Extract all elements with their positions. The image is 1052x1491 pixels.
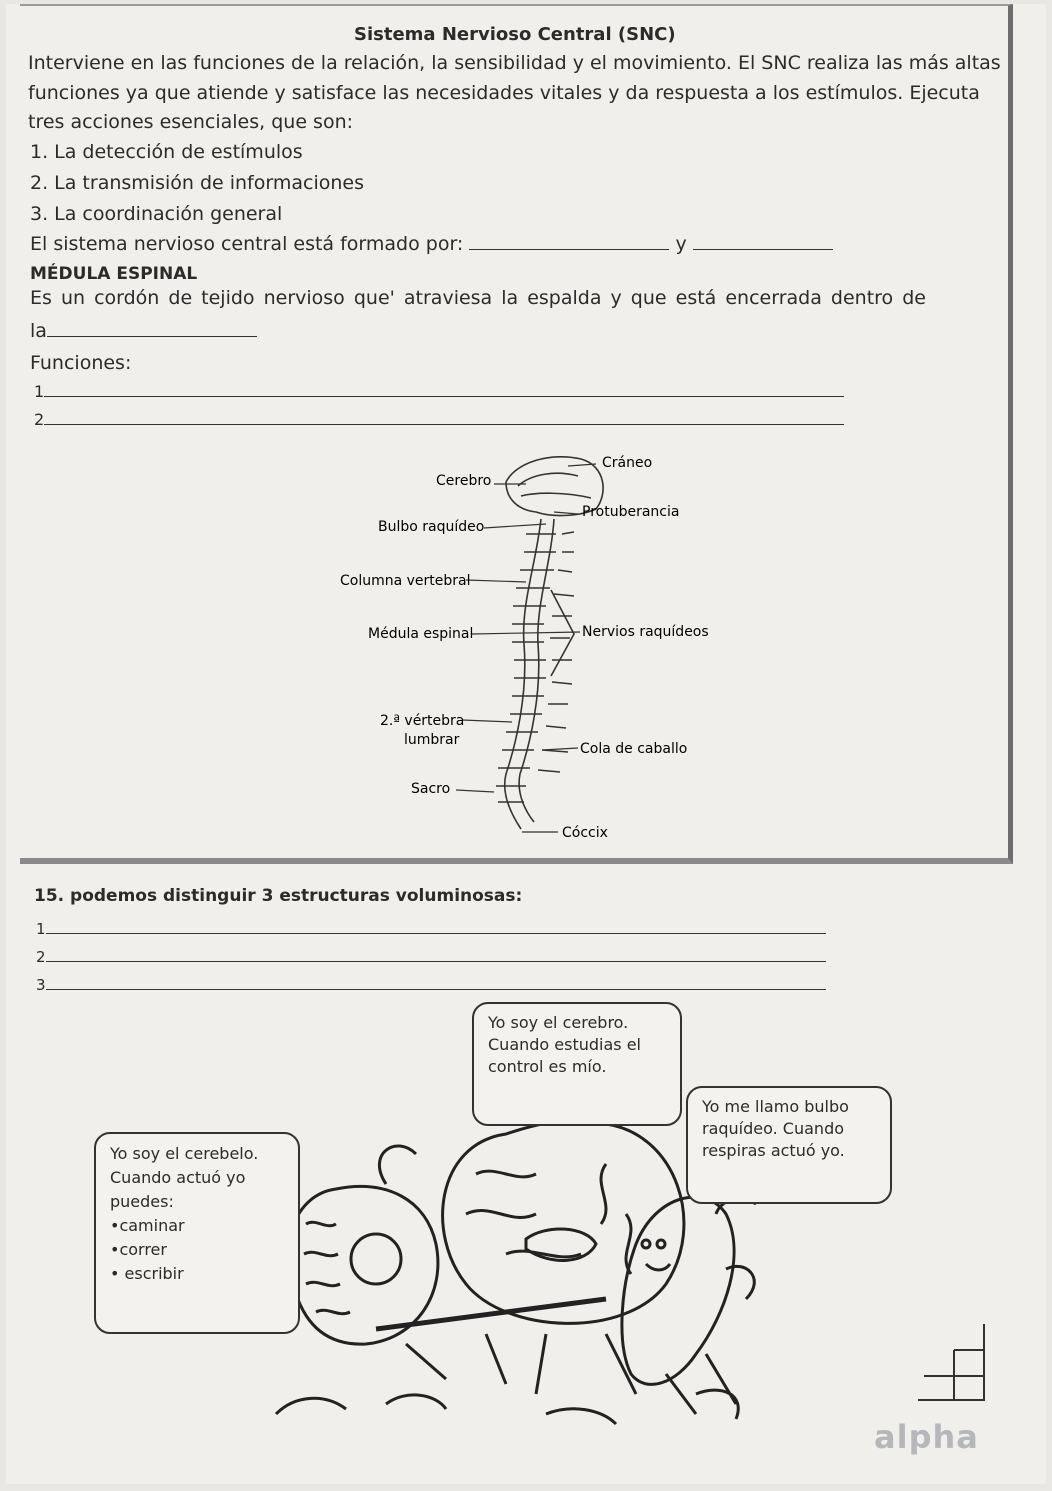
formed-by-text: El sistema nervioso central está formado por: xyxy=(30,233,464,255)
label-bulbo-raquideo: Bulbo raquídeo xyxy=(378,519,485,535)
structure-blank-3[interactable] xyxy=(46,988,826,990)
cerebelo-speech-bubble xyxy=(94,1132,300,1334)
cerebro-speech-bubble xyxy=(472,1002,682,1126)
action-item-3: 3. La coordinación general xyxy=(30,203,283,225)
action-item-1: 1. La detección de estímulos xyxy=(30,141,303,163)
cerebelo-bubble-line-3: puedes: xyxy=(110,1192,174,1211)
intro-line-2: funciones ya que atiende y satisface las necesidades vitales y da respuesta a los estímulos. Ejecuta xyxy=(28,82,980,104)
cerebelo-bubble-line-2: Cuando actuó yo xyxy=(110,1168,246,1187)
question-15: 15. podemos distinguir 3 estructuras voluminosas: xyxy=(34,886,523,906)
alpha-logo-grid xyxy=(914,1320,994,1406)
intro-line-1: Interviene en las funciones de la relación, la sensibilidad y el movimiento. El SNC realiza las más altas xyxy=(28,52,1001,74)
bulbo-bubble-line-3: respiras actuó yo. xyxy=(702,1141,845,1160)
nervous-system-diagram xyxy=(6,4,1046,864)
label-craneo: Cráneo xyxy=(602,455,653,471)
medula-definition-line-1: Es un cordón de tejido nervioso que' atraviesa la espalda y que está encerrada dentro de xyxy=(30,287,926,309)
structure-item-1 xyxy=(36,920,826,938)
label-columna-vertebral: Columna vertebral xyxy=(340,573,471,589)
functions-label: Funciones: xyxy=(30,352,132,374)
function-number-2: 2 xyxy=(34,410,45,429)
label-protuberancia: Protuberancia xyxy=(582,504,680,520)
intro-line-3: tres acciones esenciales, que son: xyxy=(28,111,354,133)
alpha-brand-logo: alpha xyxy=(874,1418,979,1456)
action-item-2: 2. La transmisión de informaciones xyxy=(30,172,364,194)
label-cola-de-caballo: Cola de caballo xyxy=(580,741,688,757)
formed-by-connector: y xyxy=(675,233,687,255)
bulbo-bubble-line-2: raquídeo. Cuando xyxy=(702,1119,845,1138)
structure-number-2: 2 xyxy=(36,948,46,966)
function-number-1: 1 xyxy=(34,382,45,401)
medula-heading: MÉDULA ESPINAL xyxy=(30,264,198,284)
cerebelo-bubble-line-5: •correr xyxy=(110,1240,167,1259)
label-cerebro: Cerebro xyxy=(436,473,492,489)
bulbo-speech-bubble xyxy=(686,1086,892,1204)
structure-item-3 xyxy=(36,976,826,994)
label-lumbrar: lumbrar xyxy=(404,732,460,748)
cerebro-bubble-line-2: Cuando estudias el xyxy=(488,1035,641,1054)
structure-blank-1[interactable] xyxy=(46,932,826,934)
label-sacro: Sacro xyxy=(411,781,451,797)
label-medula-espinal: Médula espinal xyxy=(368,626,474,642)
cerebelo-bubble-line-1: Yo soy el cerebelo. xyxy=(110,1144,259,1163)
worksheet-page xyxy=(6,4,1046,1484)
structure-item-2 xyxy=(36,948,826,966)
structure-blank-2[interactable] xyxy=(46,960,826,962)
cartoon-drawing xyxy=(276,1121,756,1424)
cerebelo-bubble-line-4: •caminar xyxy=(110,1216,185,1235)
label-coccix: Cóccix xyxy=(562,825,608,841)
structure-number-3: 3 xyxy=(36,976,46,994)
bulbo-bubble-line-1: Yo me llamo bulbo xyxy=(702,1097,849,1116)
medula-definition-la: la xyxy=(30,320,47,342)
cerebro-bubble-line-1: Yo soy el cerebro. xyxy=(488,1013,629,1032)
label-nervios-raquideos: Nervios raquídeos xyxy=(582,624,709,640)
cerebro-bubble-line-3: control es mío. xyxy=(488,1057,607,1076)
page-title: Sistema Nervioso Central (SNC) xyxy=(354,24,676,45)
label-vertebra: 2.ª vértebra xyxy=(380,713,465,729)
cerebelo-bubble-line-6: • escribir xyxy=(110,1264,184,1283)
structure-number-1: 1 xyxy=(36,920,46,938)
